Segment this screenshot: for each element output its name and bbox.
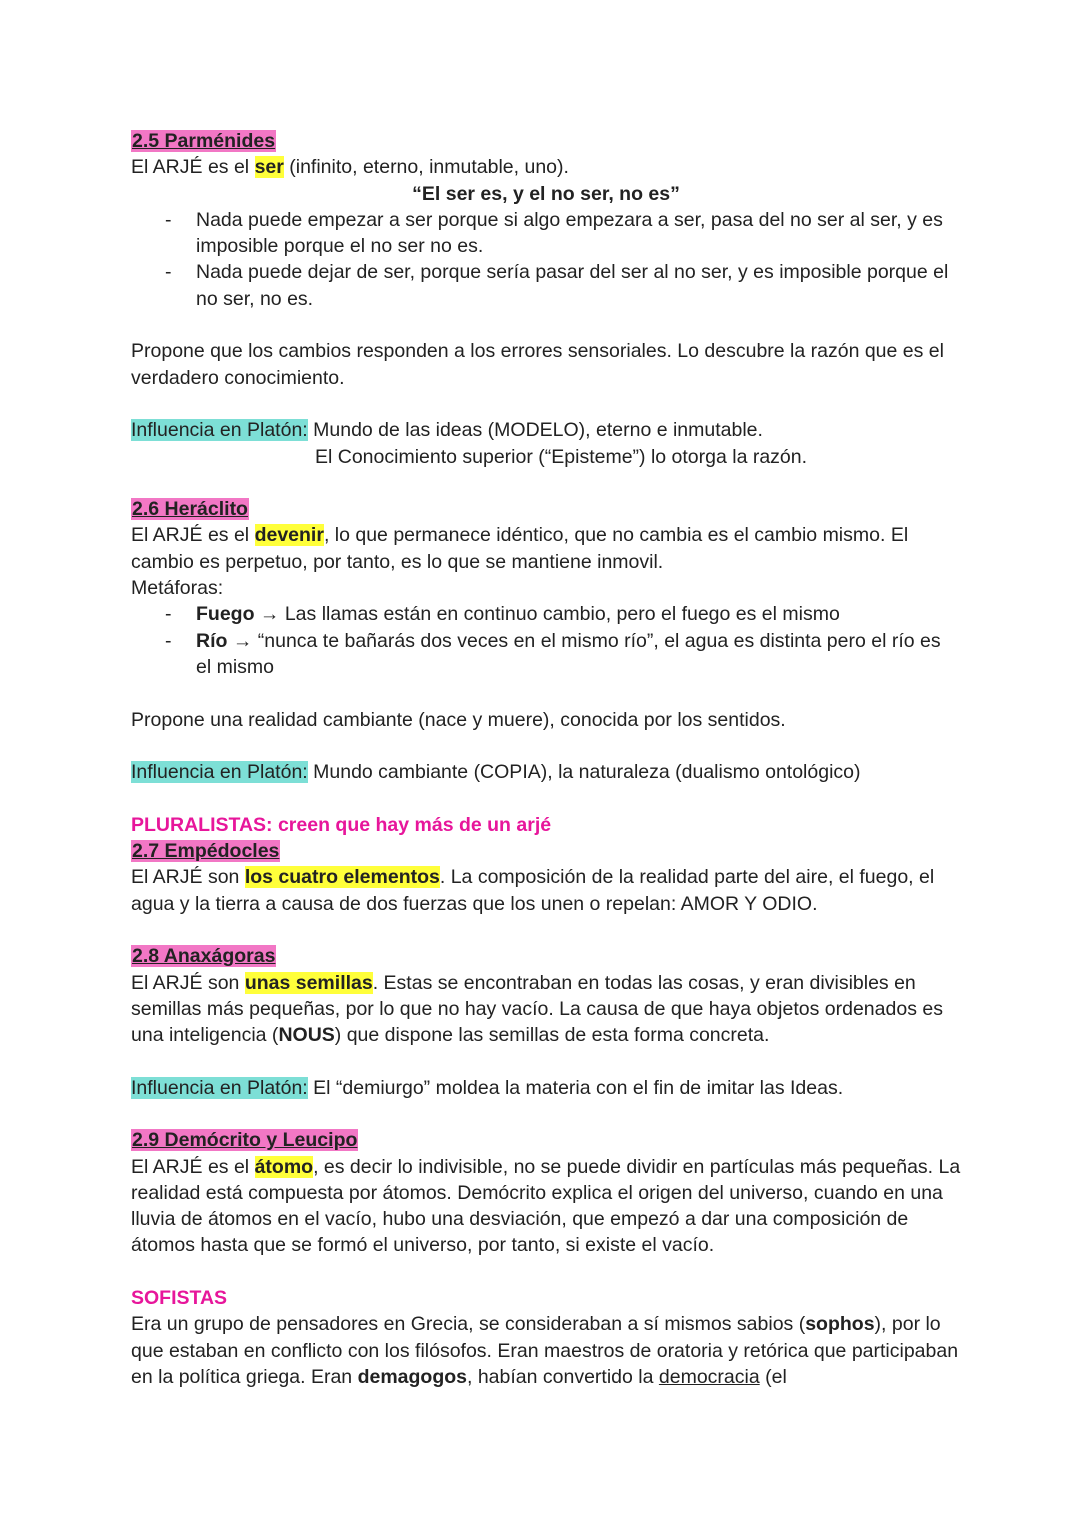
list-item: - Nada puede empezar a ser porque si algo empezara a ser, pasa del no ser al ser, y es imposible porque el no ser no es. [131,207,961,260]
section-heading-anaxagoras: 2.8 Anaxágoras [132,945,276,968]
document-content [131,128,961,1390]
influence-label: Influencia en Platón: [131,1076,308,1099]
parmenides-influence: Influencia en Platón: Mundo de las ideas (MODELO), eterno e inmutable. [131,419,763,442]
heraclito-arje: El ARJÉ es el devenir, lo que permanece idéntico, que no cambia es el cambio mismo. El cambio es perpetuo, por tanto, es lo que se mantiene inmovil. [131,524,909,573]
highlight-semillas: unas semillas [244,971,373,994]
list-item: - Río → “nunca te bañarás dos veces en el mismo río”, el agua es distinta pero el río es el mismo [131,628,961,681]
democrito-arje: El ARJÉ es el átomo, es decir lo indivisible, no se puede dividir en partículas más pequeñas. La realidad está compuesta por átomos. Demócrito explica el origen del universo, cuando en una lluvia de átomos en el vacío, hubo una desviación, que empezó a dar una composición de átomos hasta que se formó el universo, por tanto, si existe el vacío. [131,1155,961,1257]
parmenides-quote: “El ser es, y el no ser, no es” [412,182,680,205]
pluralistas-heading: PLURALISTAS: creen que hay más de un arjé [131,813,552,836]
section-heading-parmenides: 2.5 Parménides [132,130,276,152]
parmenides-influence-2: El Conocimiento superior (“Episteme”) lo otorga la razón. [315,445,808,468]
parmenides-arje: El ARJÉ es el ser (infinito, eterno, inmutable, uno). [131,156,569,179]
heraclito-bullets [131,601,961,680]
heraclito-propone: Propone una realidad cambiante (nace y muere), conocida por los sentidos. [131,708,786,731]
section-heading-heraclito: 2.6 Heráclito [132,498,248,521]
highlight-cuatro-elementos: los cuatro elementos [244,866,440,889]
influence-label: Influencia en Platón: [131,419,308,442]
heraclito-metaforas: Metáforas: [131,577,224,600]
parmenides-bullets [131,207,961,312]
anaxagoras-arje: El ARJÉ son unas semillas. Estas se encontraban en todas las cosas, y eran divisibles en semillas más pequeñas, por lo que no hay vacío. La causa de que haya objetos ordenados es una inteligencia (NOUS) que dispone las semillas de esta forma concreta. [131,971,943,1047]
heraclito-influence: Influencia en Platón: Mundo cambiante (COPIA), la naturaleza (dualismo ontológico) [131,761,861,784]
highlight-atomo: átomo [254,1155,314,1178]
parmenides-propone: Propone que los cambios responden a los errores sensoriales. Lo descubre la razón que es el verdadero conocimiento. [131,340,944,389]
sofistas-text: Era un grupo de pensadores en Grecia, se consideraban a sí mismos sabios (sophos), por lo que estaban en conflicto con los filósofos. Eran maestros de oratoria y retórica que participaban en la política griega. Eran demagogos, habían convertido la democracia (el [131,1313,959,1388]
section-heading-democrito: 2.9 Demócrito y Leucipo [132,1129,358,1152]
section-heading-empedocles: 2.7 Empédocles [132,840,280,863]
highlight-devenir: devenir [254,524,324,547]
list-item: - Fuego → Las llamas están en continuo cambio, pero el fuego es el mismo [131,601,961,627]
list-item: - Nada puede dejar de ser, porque sería pasar del ser al no ser, y es imposible porque el no ser, no es. [131,259,961,312]
sofistas-heading: SOFISTAS [131,1287,228,1310]
empedocles-arje: El ARJÉ son los cuatro elementos. La composición de la realidad parte del aire, el fuego, el agua y la tierra a causa de dos fuerzas que los unen o repelan: AMOR Y ODIO. [131,866,935,915]
anaxagoras-influence: Influencia en Platón: El “demiurgo” moldea la materia con el fin de imitar las Ideas. [131,1076,844,1099]
influence-label: Influencia en Platón: [131,761,308,784]
highlight-ser: ser [254,156,284,179]
